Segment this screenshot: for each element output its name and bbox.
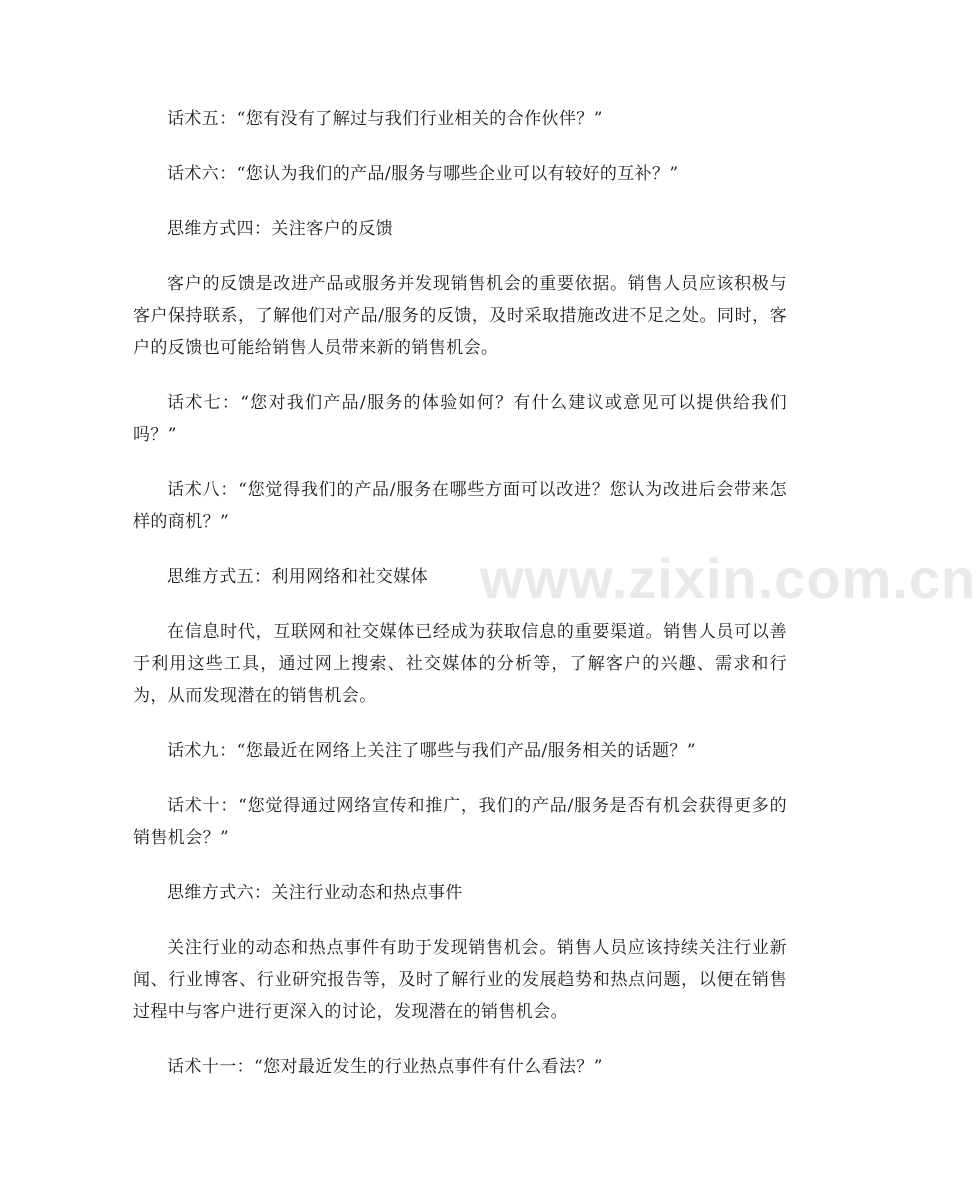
watermark: www.zixin.com.cn [480,547,976,610]
script-line-6: 话术六：“您认为我们的产品/服务与哪些企业可以有较好的互补？” [167,164,679,184]
section-paragraph-5: 在信息时代，互联网和社交媒体已经成为获取信息的重要渠道。销售人员可以善于利用这些工具，通过网上搜索、社交媒体的分析等，了解客户的兴趣、需求和行为，从而发现潜在的销售机会。 [133,622,787,706]
section-heading-6: 思维方式六：关注行业动态和热点事件 [167,883,463,903]
script-line-7: 话术七：“您对我们产品/服务的体验如何？有什么建议或意见可以提供给我们吗？” [133,393,787,445]
section-paragraph-4: 客户的反馈是改进产品或服务并发现销售机会的重要依据。销售人员应该积极与客户保持联系，了解他们对产品/服务的反馈，及时采取措施改进不足之处。同时，客户的反馈也可能给销售人员带来新的销售机会。 [133,274,787,358]
script-line-9: 话术九：“您最近在网络上关注了哪些与我们产品/服务相关的话题？” [167,741,696,761]
script-line-8: 话术八：“您觉得我们的产品/服务在哪些方面可以改进？您认为改进后会带来怎样的商机？” [133,480,787,532]
script-line-5: 话术五：“您有没有了解过与我们行业相关的合作伙伴？” [167,109,603,129]
section-heading-4: 思维方式四：关注客户的反馈 [167,219,394,239]
script-line-11: 话术十一：“您对最近发生的行业热点事件有什么看法？” [167,1057,603,1077]
section-paragraph-6: 关注行业的动态和热点事件有助于发现销售机会。销售人员应该持续关注行业新闻、行业博客、行业研究报告等，及时了解行业的发展趋势和热点问题，以便在销售过程中与客户进行更深入的讨论，发现潜在的销售机会。 [133,938,787,1022]
script-line-10: 话术十：“您觉得通过网络宣传和推广，我们的产品/服务是否有机会获得更多的销售机会？” [133,796,787,848]
section-heading-5: 思维方式五：利用网络和社交媒体 [167,567,428,587]
document-body [133,103,787,1106]
